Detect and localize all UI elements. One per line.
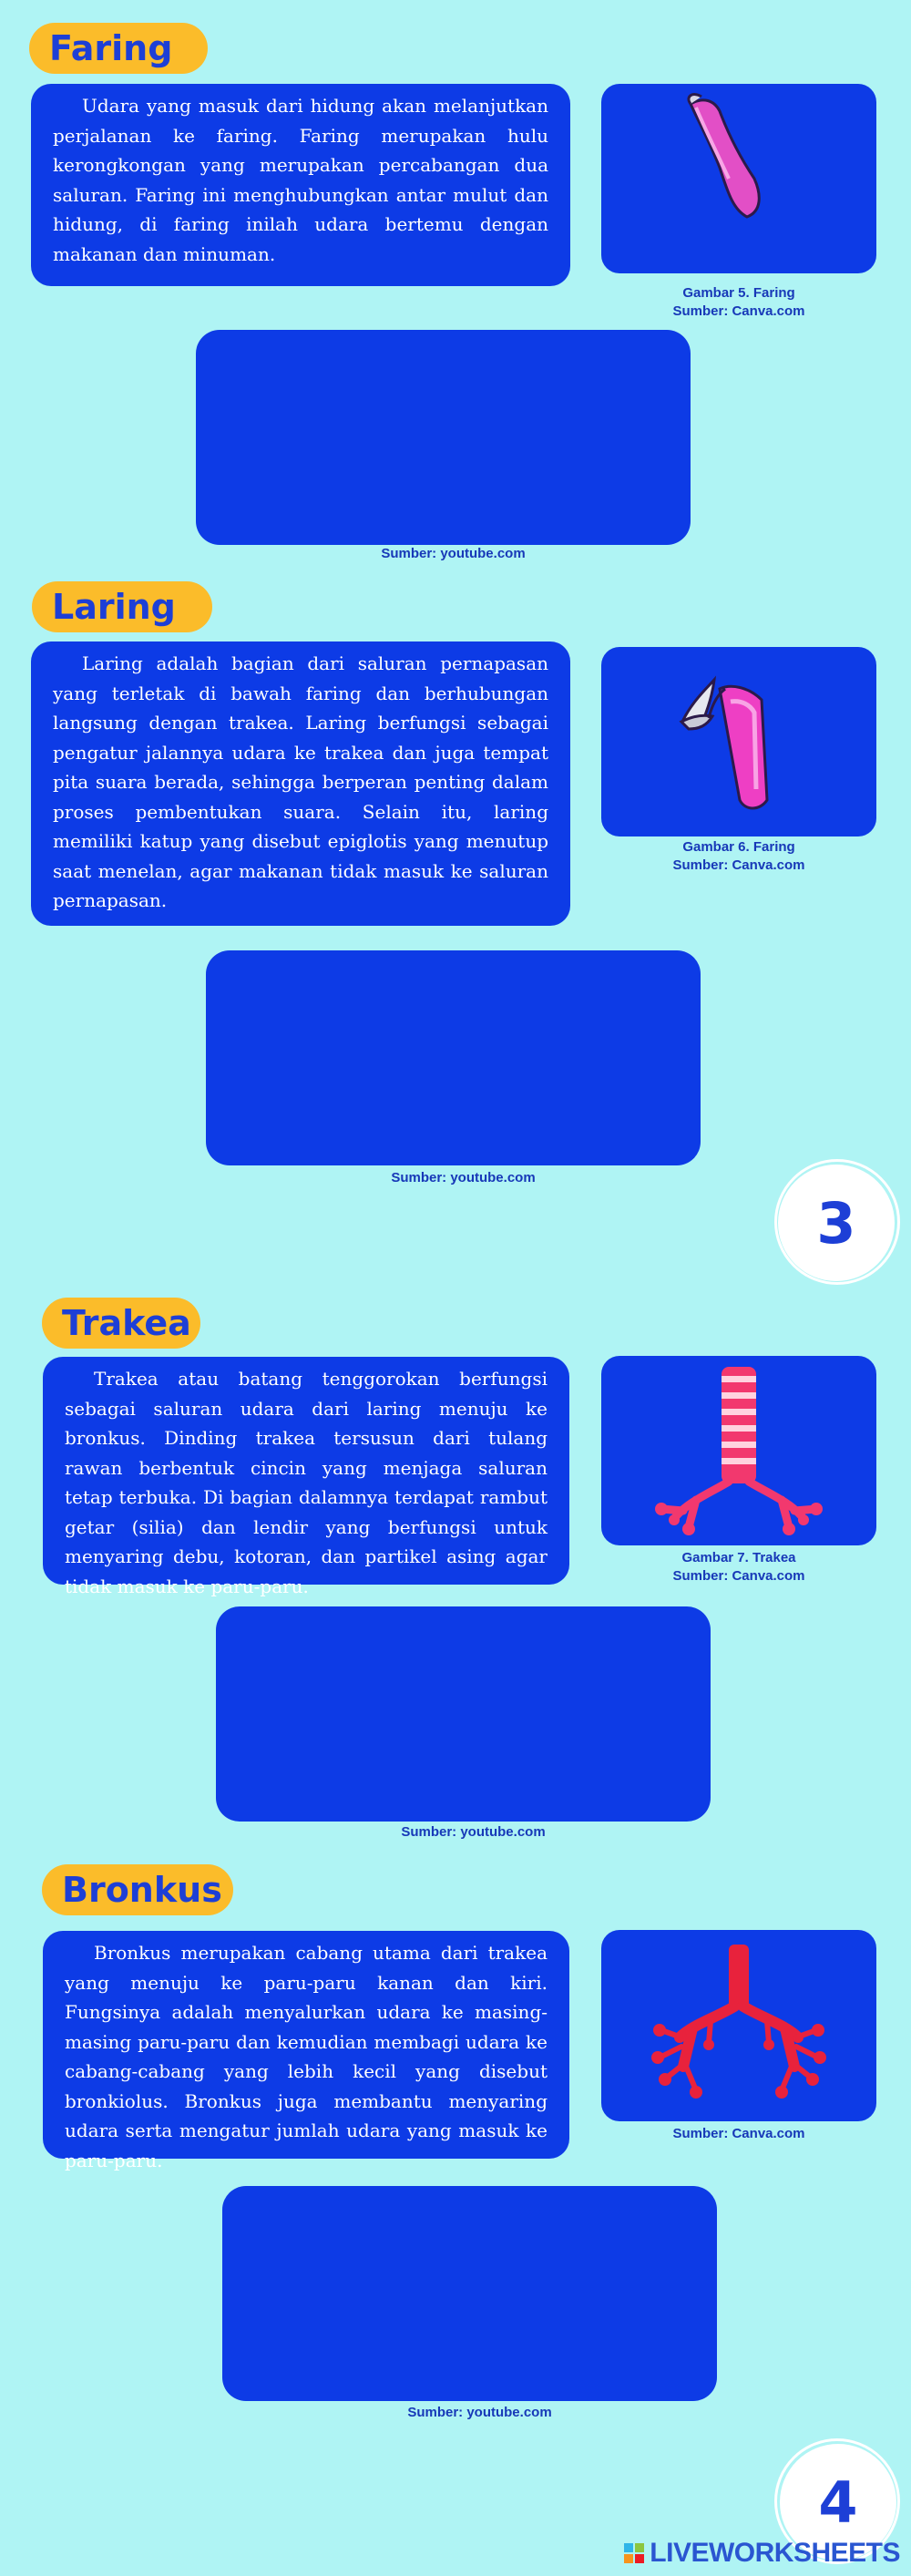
section-title-trakea xyxy=(42,1298,200,1349)
faring-image-source: Sumber: Canva.com xyxy=(672,303,805,319)
page-number-4-text: 4 xyxy=(818,2468,858,2536)
page-number-3 xyxy=(778,1165,895,1281)
bronkus-video-caption: Sumber: youtube.com xyxy=(407,2405,552,2420)
faring-video[interactable] xyxy=(196,330,691,545)
trakea-title-text: Trakea xyxy=(62,1303,191,1343)
larynx-illustration xyxy=(601,647,876,836)
page-number-3-text: 3 xyxy=(816,1189,856,1257)
bronkus-image xyxy=(601,1930,876,2121)
bronkus-text: Bronkus merupakan cabang utama dari trakea yang menuju ke paru-paru kanan dan kiri. Fungsinya adalah menyalurkan udara ke masing-masing paru-paru dan kemudian membagi udara ke cabang-cabang yang lebih kecil yang disebut bronkiolus. Bronkus juga membantu menyaring udara serta mengatur jumlah udara yang masuk ke paru-paru. xyxy=(65,1942,548,2171)
laring-image xyxy=(601,647,876,836)
trakea-image-caption xyxy=(601,1549,876,1586)
laring-image-caption xyxy=(601,838,876,875)
bronkus-text-box xyxy=(43,1931,569,2171)
faring-image-caption xyxy=(601,284,876,321)
laring-title-text: Laring xyxy=(52,587,176,627)
bronkus-title-text: Bronkus xyxy=(62,1870,222,1910)
laring-figure-label: Gambar 6. Faring xyxy=(682,839,795,855)
liveworksheets-icon xyxy=(624,2543,644,2563)
trakea-image-source: Sumber: Canva.com xyxy=(672,1568,805,1584)
section-title-bronkus xyxy=(42,1864,233,1915)
faring-image xyxy=(601,84,876,273)
pharynx-illustration xyxy=(601,84,876,273)
trachea-illustration xyxy=(601,1356,876,1545)
brand-text: LIVEWORKSHEETS xyxy=(650,2538,900,2568)
trakea-video-caption: Sumber: youtube.com xyxy=(401,1824,546,1840)
faring-title-text: Faring xyxy=(49,28,173,68)
bronchi-illustration xyxy=(601,1930,876,2121)
trakea-video[interactable] xyxy=(216,1606,711,1822)
laring-image-source: Sumber: Canva.com xyxy=(672,857,805,873)
laring-video[interactable] xyxy=(206,950,701,1165)
liveworksheets-logo[interactable] xyxy=(624,2538,900,2569)
bronkus-video[interactable] xyxy=(222,2186,717,2401)
faring-text-box xyxy=(31,84,570,286)
bronkus-image-source: Sumber: Canva.com xyxy=(672,2126,805,2141)
laring-text: Laring adalah bagian dari saluran pernapasan yang terletak di bawah faring dan berhubungan langsung dengan trakea. Laring berfungsi sebagai pengatur jalannya udara ke trakea dan juga tempat pita suara berada, sehingga berperan penting dalam proses pembentukan suara. Selain itu, laring memiliki katup yang disebut epiglotis yang menutup saat menelan, agar makanan tidak masuk ke saluran pernapasan. xyxy=(53,652,548,911)
trakea-text-box xyxy=(43,1357,569,1597)
section-title-faring xyxy=(29,23,208,74)
faring-figure-label: Gambar 5. Faring xyxy=(682,285,795,301)
section-title-laring xyxy=(32,581,212,632)
laring-text-box xyxy=(31,641,570,926)
trakea-figure-label: Gambar 7. Trakea xyxy=(681,1550,796,1565)
trakea-image xyxy=(601,1356,876,1545)
faring-video-caption: Sumber: youtube.com xyxy=(381,546,526,561)
bronkus-image-caption xyxy=(601,2125,876,2143)
faring-text: Udara yang masuk dari hidung akan melanjutkan perjalanan ke faring. Faring merupakan hulu kerongkongan yang merupakan percabangan dua saluran. Faring ini menghubungkan antar mulut dan hidung, di faring inilah udara bertemu dengan makanan dan minuman. xyxy=(53,95,548,265)
laring-video-caption: Sumber: youtube.com xyxy=(391,1170,536,1185)
trakea-text: Trakea atau batang tenggorokan berfungsi sebagai saluran udara dari laring menuju ke bronkus. Dinding trakea tersusun dari tulang rawan berbentuk cincin yang menjaga saluran tetap terbuka. Di bagian dalamnya terdapat rambut getar (silia) dan lendir yang berfungsi untuk menyaring debu, kotoran, dan partikel asing agar tidak masuk ke paru-paru. xyxy=(65,1368,548,1597)
